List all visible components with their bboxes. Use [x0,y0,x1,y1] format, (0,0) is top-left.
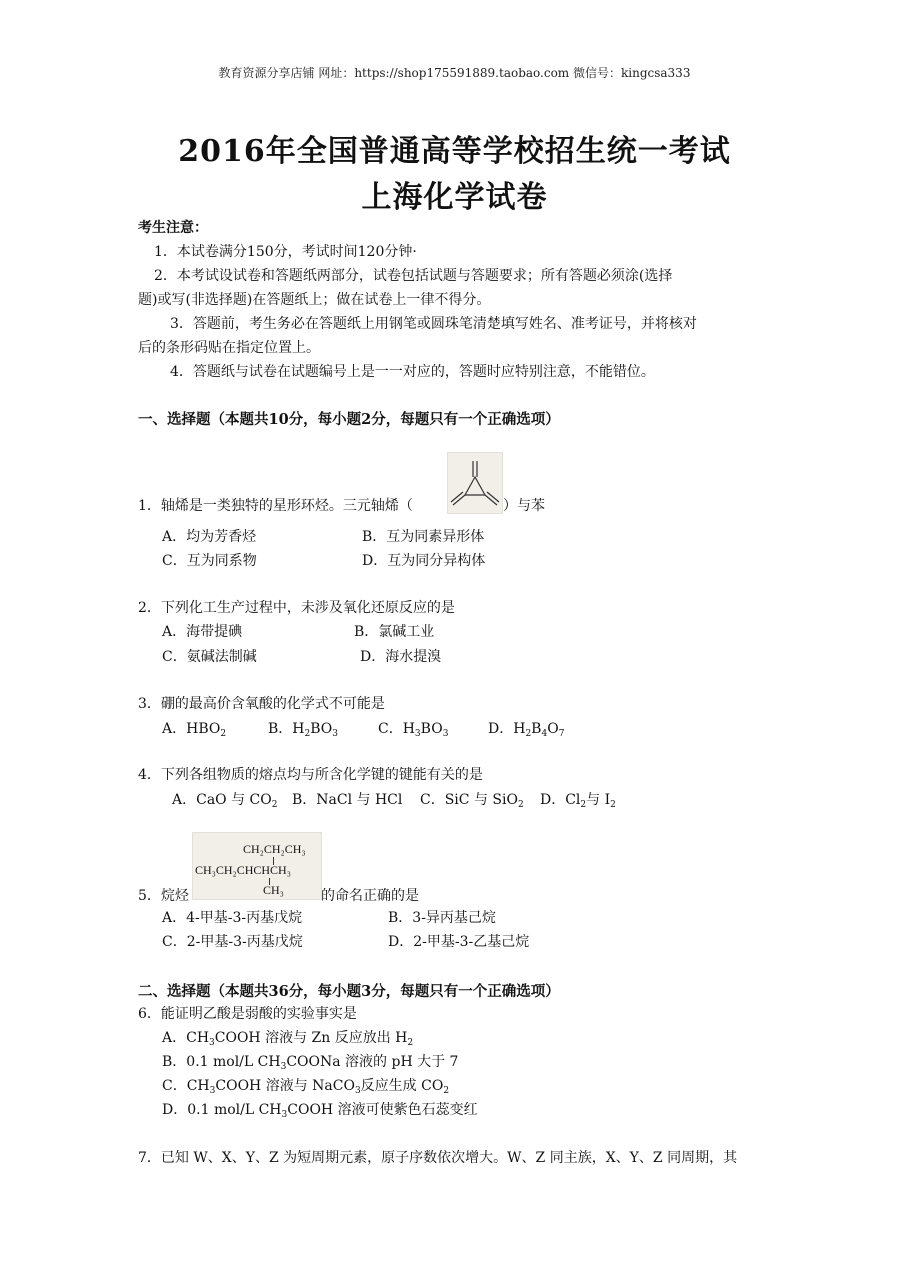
q4-option-a: A．CaO 与 $CO_2$ [172,792,278,810]
notice-item-1: 1．本试卷满分150分，考试时间120分钟· [154,244,417,260]
q5-stem-b: 的命名正确的是 [321,888,419,904]
section-1-heading: 一、选择题（本题共10分，每小题2分，每题只有一个正确选项） [138,411,560,428]
q4-stem: 4．下列各组物质的熔点均与所含化学键的键能有关的是 [138,767,483,783]
struct-branch-top: CH₂CH₂CH₃ [243,842,306,856]
q3-option-b: B．$H_2BO_3$ [268,721,338,739]
q3-option-c: C．$H_3BO_3$ [378,721,449,739]
q5-stem-a: 5．烷烃 [138,888,189,904]
q6-stem: 6．能证明乙酸是弱酸的实验事实是 [138,1006,357,1022]
q4-option-d: D．$Cl_2$与 $I_2$ [540,792,616,810]
q2-option-a: A．海带提碘 [162,624,243,640]
q5-option-b: B．3-异丙基己烷 [388,910,496,926]
notice-item-3a: 3．答题前，考生务必在答题纸上用钢笔或圆珠笔清楚填写姓名、准考证号，并将核对 [170,316,697,332]
q1-option-b: B．互为同素异形体 [362,529,485,545]
q3-option-a: A．$HBO_2$ [162,721,227,739]
q2-option-c: C．氨碱法制碱 [162,649,257,665]
q6-option-d: D．0.1 mol/L $CH_3COOH$ 溶液可使紫色石蕊变红 [162,1102,478,1120]
q5-option-d: D．2-甲基-3-乙基己烷 [388,934,530,950]
section-2-heading: 二、选择题（本题共36分，每小题3分，每题只有一个正确选项） [138,983,560,1000]
struct-main-chain: CH₃CH₂CHCHCH₃ [195,863,291,877]
q7-stem: 7．已知 W、X、Y、Z 为短周期元素，原子序数依次增大。W、Z 同主族，X、Y、Z 同周期，其 [138,1150,738,1166]
notice-item-2a: 2．本考试设试卷和答题纸两部分，试卷包括试题与答题要求；所有答题必须涂(选择 [154,268,673,284]
q1-stem-b: ）与苯 [503,498,545,514]
page-header: 教育资源分享店铺 网址：https://shop175591889.taobao.com 微信号：kingcsa333 [218,66,691,80]
q3-stem: 3．硼的最高价含氧酸的化学式不可能是 [138,696,385,712]
q1-stem-a: 1．轴烯是一类独特的星形环烃。三元轴烯（ [138,498,413,514]
q2-option-d: D．海水提溴 [360,649,442,665]
q4-option-c: C．SiC 与 SiO$_2$ [420,792,524,810]
q4-option-b: B．NaCl 与 HCl [292,792,403,808]
radialene-icon [448,453,502,513]
q1-option-d: D．互为同分异构体 [362,553,486,569]
q2-stem: 2．下列化工生产过程中，未涉及氧化还原反应的是 [138,600,455,616]
q2-option-b: B．氯碱工业 [354,624,435,640]
q1-option-a: A．均为芳香烃 [162,529,257,545]
exam-title: 2016年全国普通高等学校招生统一考试 [178,134,731,169]
q5-option-a: A．4-甲基-3-丙基戊烷 [162,910,303,926]
notice-item-4: 4．答题纸与试卷在试题编号上是一一对应的，答题时应特别注意，不能错位。 [170,364,655,380]
trimethylenecyclopropane-structure [447,452,503,514]
notice-item-3b: 后的条形码贴在指定位置上。 [138,340,320,356]
q6-option-c: C．$CH_3COOH$ 溶液与 NaCO$_3$反应生成 $CO_2$ [162,1078,450,1096]
q3-option-d: D．$H_2B_4O_7$ [488,721,565,739]
struct-branch-bottom: CH₃ [263,883,284,897]
q5-option-c: C．2-甲基-3-丙基戊烷 [162,934,303,950]
q6-option-a: A．$CH_3COOH$ 溶液与 Zn 反应放出 $H_2$ [162,1030,414,1048]
q1-option-c: C．互为同系物 [162,553,257,569]
notice-item-2b: 题)或写(非选择题)在答题纸上；做在试卷上一律不得分。 [138,292,491,308]
exam-subtitle: 上海化学试卷 [361,180,548,215]
q6-option-b: B．0.1 mol/L $CH_3COONa$ 溶液的 pH 大于 7 [162,1054,459,1072]
alkane-structure [192,832,322,900]
notice-heading: 考生注意： [138,220,208,236]
